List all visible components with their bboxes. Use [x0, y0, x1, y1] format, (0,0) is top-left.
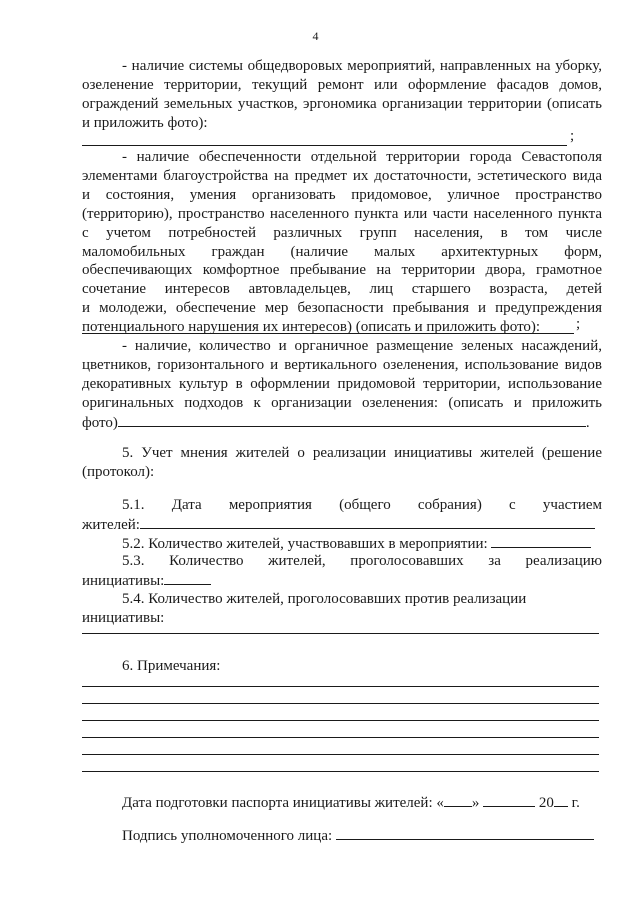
item-5-1-event-date: [82, 496, 602, 535]
notes-line[interactable]: [82, 703, 599, 704]
notes-line[interactable]: [82, 771, 599, 772]
year-input-line[interactable]: [554, 793, 568, 807]
text-line: [82, 413, 602, 433]
notes-line[interactable]: [82, 754, 599, 755]
line-end-semicolon: ;: [576, 316, 581, 332]
text-line: - наличие системы общедворовых мероприятий, направленных на уборку,: [122, 58, 602, 74]
text-fragment: инициативы:: [82, 572, 165, 589]
text-line: элементами благоустройства на предмет их достаточности, эстетического вида: [82, 167, 602, 184]
text-line: декоративных культур в оформлении придомовой территории, использование: [82, 375, 602, 392]
answer-line[interactable]: [82, 145, 567, 146]
text-line: ограждений земельных участков, эргономика организации территории (описать: [82, 95, 602, 112]
text-line: цветников, горизонтального и вертикального озеленения, использование видов: [82, 356, 602, 373]
participants-count-line[interactable]: [491, 534, 591, 548]
text-line: обеспечивающих комфортное пребывание на территории двора, грамотное: [82, 262, 602, 279]
text-line: и состояния, умения организовать придомовое, уличное пространство: [82, 186, 602, 203]
year-prefix: 20: [538, 795, 554, 811]
text-line: сочетание интересов автовладельцев, лиц старшего возраста, детей: [82, 281, 602, 298]
answer-line[interactable]: [82, 633, 599, 634]
text-fragment: »: [471, 795, 480, 811]
text-line: оригинальных подходов к организации озеленения: (описать и приложить: [82, 394, 602, 411]
text-line: - наличие обеспеченности отдельной территории города Севастополя: [122, 149, 602, 165]
answer-line[interactable]: [118, 413, 586, 427]
text-line: и приложить фото):: [82, 114, 208, 131]
text-line: [82, 571, 602, 591]
text-line: маломобильных граждан (наличие малых архитектурных форм,: [82, 243, 602, 260]
text-line: потенциального нарушения их интересов) (описать и приложить фото):: [82, 319, 541, 336]
notes-line[interactable]: [82, 686, 599, 687]
text-line: (территорию), пространство населенного пункта или части населенного пункта: [82, 205, 602, 222]
day-input-line[interactable]: [444, 793, 472, 807]
text-line: с учетом потребностей различных групп населения, в том числе: [82, 224, 602, 241]
text-fragment: 5.2. Количество жителей, участвовавших в мероприятии:: [122, 536, 488, 552]
text-fragment: жителей:: [82, 516, 140, 533]
answer-line[interactable]: [82, 333, 574, 334]
month-input-line[interactable]: [483, 793, 535, 807]
text-fragment: Дата подготовки паспорта инициативы жителей: «: [122, 795, 444, 811]
item-5-3-votes-for: [82, 552, 602, 591]
paragraph-greenery: [82, 337, 602, 433]
text-fragment: г.: [571, 795, 580, 811]
date-input-line[interactable]: [140, 515, 595, 529]
section-5-heading: [82, 444, 602, 482]
signature-label: Подпись уполномоченного лица:: [122, 828, 333, 844]
item-5-4-votes-against: [82, 590, 602, 628]
line-end-semicolon: ;: [570, 128, 575, 144]
text-line: и молодежи, обеспечение мер безопасности пребывания и предупреждения: [82, 300, 602, 317]
votes-for-count-line[interactable]: [164, 571, 211, 585]
page-number: 4: [312, 29, 319, 43]
text-line: инициативы:: [82, 609, 165, 626]
text-line: 5.3. Количество жителей, проголосовавших за реализацию: [122, 553, 602, 569]
signature-row: [82, 826, 612, 846]
text-line: 5.4. Количество жителей, проголосовавших против реализации: [122, 591, 527, 607]
text-line: [82, 515, 602, 535]
section-6-notes: [82, 657, 602, 676]
text-fragment: фото): [82, 414, 118, 431]
signature-input-line[interactable]: [336, 826, 594, 840]
notes-line[interactable]: [82, 737, 599, 738]
text-line: - наличие, количество и органичное размещение зеленых насаждений,: [122, 338, 602, 354]
paragraph-landscaping-elements: [82, 148, 602, 337]
text-line: 5. Учет мнения жителей о реализации инициативы жителей (решение: [122, 445, 602, 461]
preparation-date: [82, 793, 612, 813]
paragraph-facade-activities: [82, 57, 602, 133]
text-line: [82, 793, 612, 813]
text-line: (протокол):: [82, 463, 155, 480]
text-line: озеленение территории, текущий ремонт или оформление фасадов домов,: [82, 76, 602, 93]
text-line: 6. Примечания:: [122, 658, 221, 674]
notes-line[interactable]: [82, 720, 599, 721]
text-line: 5.1. Дата мероприятия (общего собрания) с участием: [122, 497, 602, 513]
text-line: [82, 826, 612, 846]
item-5-2-participants: [82, 534, 602, 554]
line-end-period: .: [585, 414, 590, 431]
text-line: [82, 534, 602, 554]
